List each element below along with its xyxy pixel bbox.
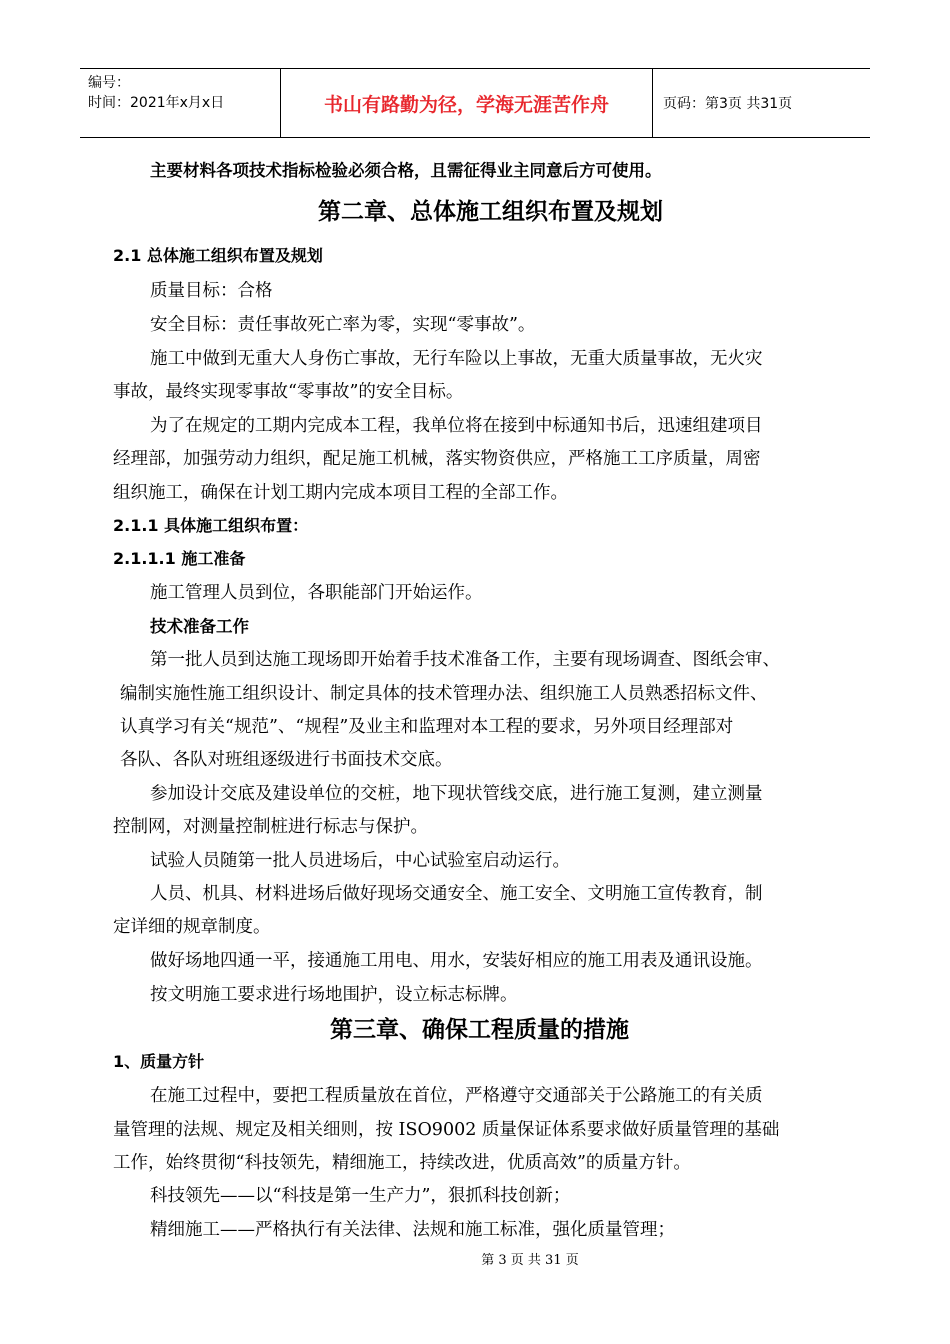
header-motto: 书山有路勤为径，学海无涯苦作舟 <box>323 93 609 116</box>
quality-target <box>150 277 273 302</box>
paragraph-line: 定详细的规章制度。 <box>113 917 271 937</box>
paragraph-line: 事故，最终实现零事故“零事故”的安全目标。 <box>113 382 464 402</box>
safety-target <box>150 311 535 336</box>
paragraph-line: 做好场地四通一平，接通施工用电、用水，安装好相应的施工用表及通讯设施。 <box>150 951 763 971</box>
paragraph-line: 各队、各队对班组逐级进行书面技术交底。 <box>120 750 453 770</box>
paragraph-line: 经理部，加强劳动力组织，配足施工机械，落实物资供应，严格施工工序质量，周密 <box>113 449 761 469</box>
section-2-1-1-1-title: 2.1.1.1 施工准备 <box>113 549 246 568</box>
safety-target-value: 责任事故死亡率为零，实现“零事故”。 <box>237 315 536 335</box>
paragraph-line: 科技领先——以“科技是第一生产力”，狠抓科技创新； <box>150 1186 571 1206</box>
paragraph-line: 在施工过程中，要把工程质量放在首位，严格遵守交通部关于公路施工的有关质 <box>150 1086 763 1106</box>
paragraph-line: 按文明施工要求进行场地围护，设立标志标牌。 <box>150 985 518 1005</box>
doc-date-label: 时间：2021年x月x日 <box>88 95 225 111</box>
paragraph-line: 第一批人员到达施工现场即开始着手技术准备工作，主要有现场调查、图纸会审、 <box>150 650 780 670</box>
header-meta <box>80 69 281 137</box>
paragraph-line: 认真学习有关“规范”、“规程”及业主和监理对本工程的要求，另外项目经理部对 <box>120 717 734 737</box>
paragraph-line: 控制网，对测量控制桩进行标志与保护。 <box>113 817 428 837</box>
header-page-info: 页码：第3页 共31页 <box>663 96 793 112</box>
section-1-title: 1、质量方针 <box>113 1052 205 1071</box>
quality-target-value: 合格 <box>237 281 273 301</box>
tech-prep-heading: 技术准备工作 <box>150 617 249 636</box>
paragraph-line: 工作，始终贯彻“科技领先，精细施工，持续改进，优质高效”的质量方针。 <box>113 1153 691 1173</box>
page-footer: 第 3 页 共 31 页 <box>481 1253 579 1268</box>
chapter2-title: 第二章、总体施工组织布置及规划 <box>318 199 663 225</box>
paragraph-line: 组织施工，确保在计划工期内完成本项目工程的全部工作。 <box>113 483 568 503</box>
section-2-1-1-title: 2.1.1 具体施工组织布置： <box>113 516 309 535</box>
header-motto-cell <box>281 69 653 137</box>
paragraph-line: 为了在规定的工期内完成本工程，我单位将在接到中标通知书后，迅速组建项目 <box>150 416 763 436</box>
paragraph-line: 人员、机具、材料进场后做好现场交通安全、施工安全、文明施工宣传教育，制 <box>150 884 763 904</box>
paragraph-line: 量管理的法规、规定及相关细则，按 ISO9002 质量保证体系要求做好质量管理的基础 <box>113 1120 780 1140</box>
paragraph-line: 施工中做到无重大人身伤亡事故，无行车险以上事故，无重大质量事故，无火灾 <box>150 349 763 369</box>
paragraph-line: 编制实施性施工组织设计、制定具体的技术管理办法、组织施工人员熟悉招标文件、 <box>120 684 768 704</box>
intro-line: 主要材料各项技术指标检验必须合格，且需征得业主同意后方可使用。 <box>150 161 662 180</box>
doc-number-label: 编号： <box>88 75 130 91</box>
paragraph-line: 精细施工——严格执行有关法律、法规和施工标准，强化质量管理； <box>150 1220 675 1240</box>
safety-target-label: 安全目标： <box>150 315 238 335</box>
section-2-1-title: 2.1 总体施工组织布置及规划 <box>113 246 323 265</box>
paragraph-line: 试验人员随第一批人员进场后，中心试验室启动运行。 <box>150 851 570 871</box>
paragraph-line: 参加设计交底及建设单位的交桩，地下现状管线交底，进行施工复测，建立测量 <box>150 784 763 804</box>
page-header <box>80 68 870 138</box>
chapter3-title: 第三章、确保工程质量的措施 <box>330 1017 629 1043</box>
paragraph-line: 施工管理人员到位，各职能部门开始运作。 <box>150 583 483 603</box>
quality-target-label: 质量目标： <box>150 281 238 301</box>
